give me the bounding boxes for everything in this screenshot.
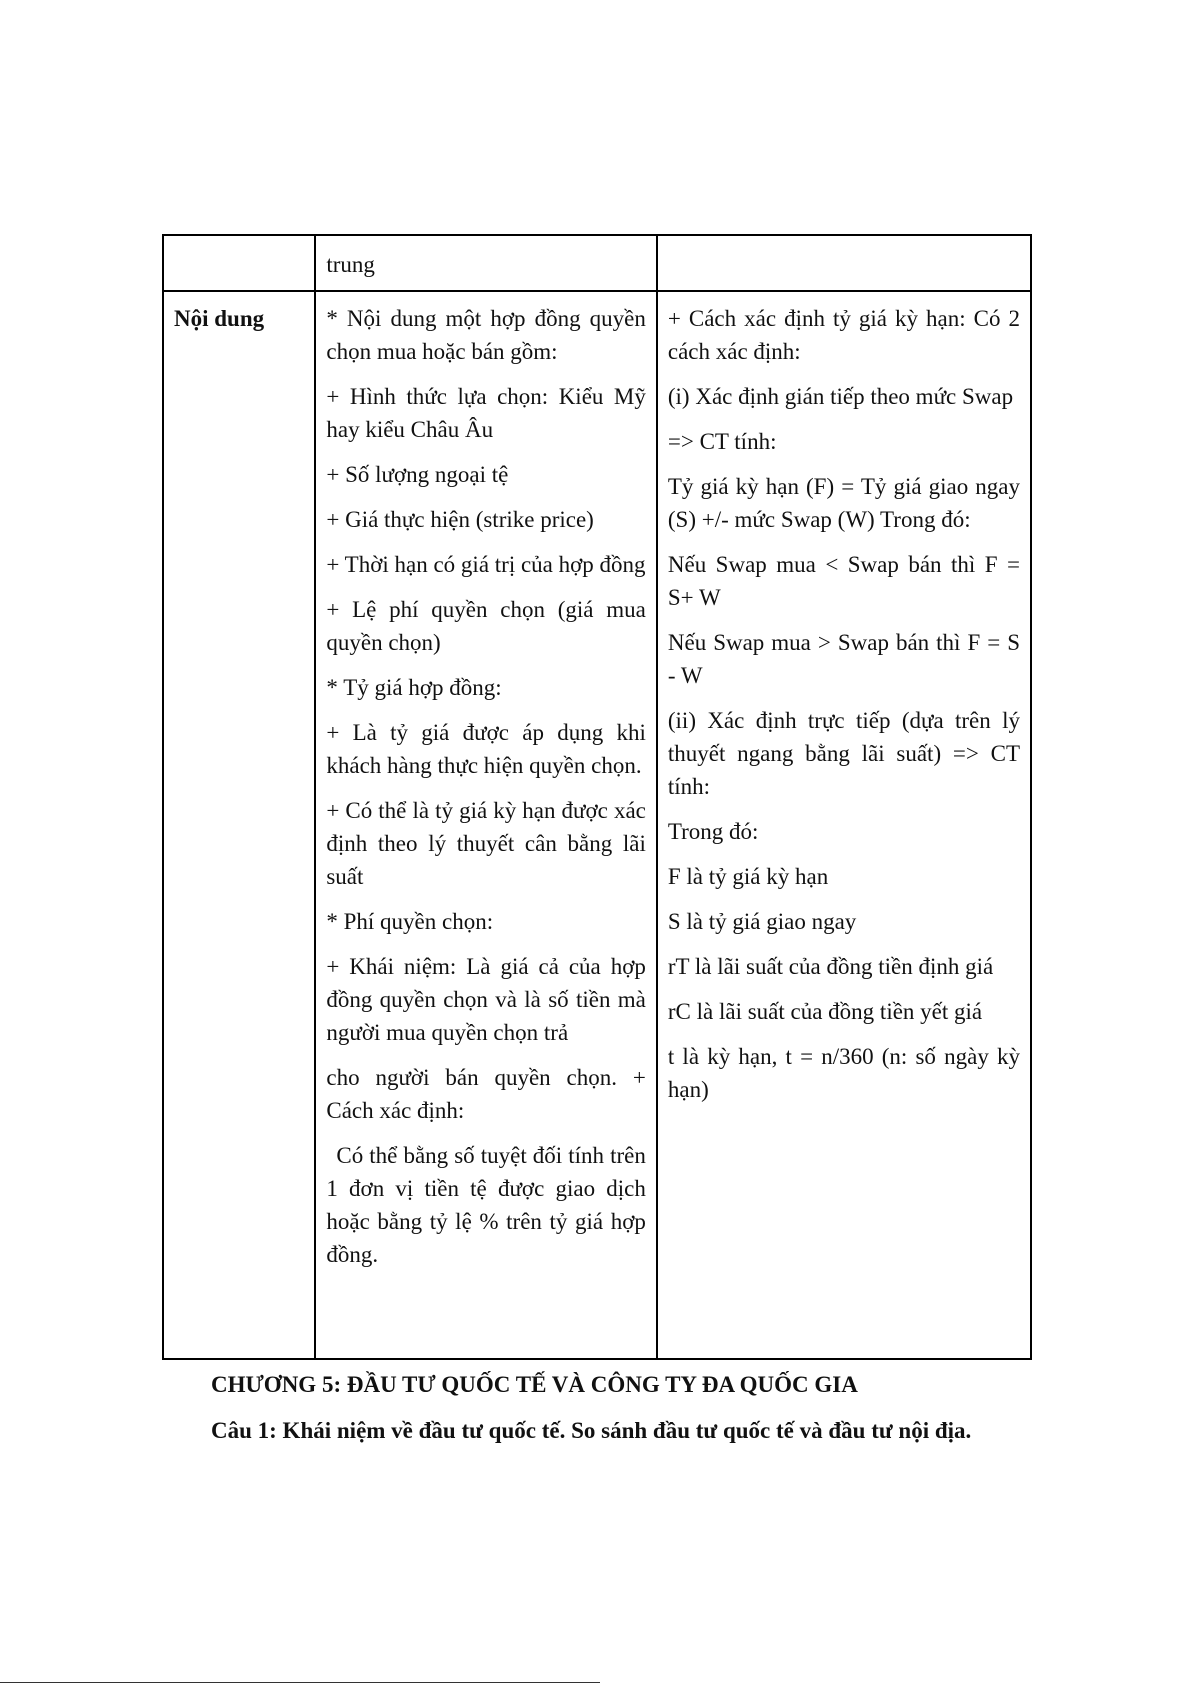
- paragraph: * Nội dung một hợp đồng quyền chọn mua hoặc bán gồm:: [326, 306, 646, 364]
- paragraph: => CT tính:: [667, 429, 777, 454]
- paragraph: F là tỷ giá kỳ hạn: [667, 864, 829, 889]
- paragraph: (i) Xác định gián tiếp theo mức Swap: [667, 384, 1014, 409]
- paragraph: Nếu Swap mua < Swap bán thì F = S+ W: [667, 552, 1020, 610]
- table-cell-label: [163, 235, 315, 291]
- paragraph: rC là lãi suất của đồng tiền yết giá: [667, 999, 983, 1024]
- paragraph: + Khái niệm: Là giá cả của hợp đồng quyền chọn và là số tiền mà người mua quyền chọn trả: [326, 954, 646, 1045]
- paragraph: + Cách xác định tỷ giá kỳ hạn: Có 2 cách xác định:: [667, 306, 1020, 364]
- paragraph: (ii) Xác định trực tiếp (dựa trên lý thuyết ngang bằng lãi suất) => CT tính:: [667, 708, 1020, 799]
- paragraph: + Giá thực hiện (strike price): [326, 507, 594, 532]
- question-heading: Câu 1: Khái niệm về đầu tư quốc tế. So sánh đầu tư quốc tế và đầu tư nội địa.: [211, 1418, 972, 1443]
- chapter-heading: CHƯƠNG 5: ĐẦU TƯ QUỐC TẾ VÀ CÔNG TY ĐA QUỐC GIA: [211, 1372, 858, 1397]
- paragraph: cho người bán quyền chọn. + Cách xác định:: [326, 1065, 646, 1123]
- paragraph: Trong đó:: [667, 819, 759, 844]
- table-cell: trung: [315, 235, 657, 291]
- paragraph: + Là tỷ giá được áp dụng khi khách hàng thực hiện quyền chọn.: [326, 720, 646, 778]
- paragraph: + Lệ phí quyền chọn (giá mua quyền chọn): [326, 597, 646, 655]
- paragraph: + Hình thức lựa chọn: Kiểu Mỹ hay kiểu Châu Âu: [326, 384, 646, 442]
- table-cell: [657, 235, 1031, 291]
- paragraph: Tỷ giá kỳ hạn (F) = Tỷ giá giao ngay (S) +/- mức Swap (W) Trong đó:: [667, 474, 1020, 532]
- paragraph: + Số lượng ngoại tệ: [326, 462, 509, 487]
- paragraph: Có thể bằng số tuyệt đối tính trên 1 đơn vị tiền tệ được giao dịch hoặc bằng tỷ lệ % trên tỷ giá hợp đồng.: [326, 1143, 646, 1267]
- paragraph: * Tỷ giá hợp đồng:: [326, 675, 502, 700]
- table-row: [163, 235, 1031, 291]
- option-contract-cell: [315, 291, 657, 1359]
- paragraph: Nếu Swap mua > Swap bán thì F = S - W: [667, 630, 1020, 688]
- page-footer-divider: [0, 1682, 600, 1683]
- forward-rate-cell: [657, 291, 1031, 1359]
- paragraph: S là tỷ giá giao ngay: [667, 909, 857, 934]
- paragraph: rT là lãi suất của đồng tiền định giá: [667, 954, 994, 979]
- paragraph: t là kỳ hạn, t = n/360 (n: số ngày kỳ hạn): [667, 1044, 1020, 1102]
- row-label: Nội dung: [163, 291, 315, 1359]
- content-table: [162, 234, 1032, 1360]
- table-row: [163, 291, 1031, 1359]
- paragraph: + Thời hạn có giá trị của hợp đồng: [326, 552, 646, 577]
- paragraph: + Có thể là tỷ giá kỳ hạn được xác định theo lý thuyết cân bằng lãi suất: [326, 798, 646, 889]
- paragraph: * Phí quyền chọn:: [326, 909, 494, 934]
